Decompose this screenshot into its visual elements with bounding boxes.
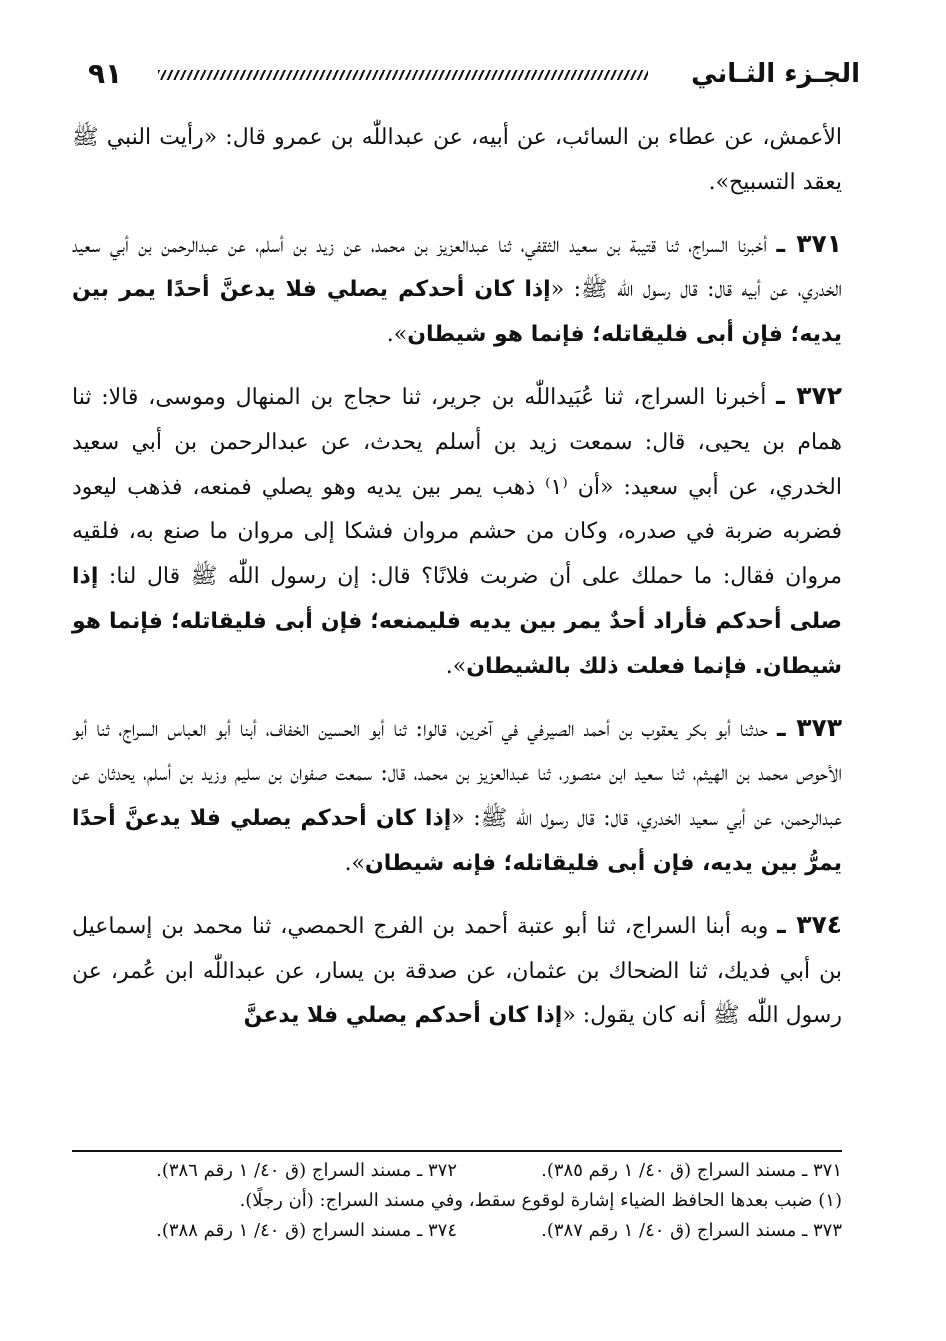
footnotes — [72, 1156, 842, 1246]
hadith-number: ٣٧٤ ـ — [777, 909, 842, 939]
hadith-matn: إذا صلى أحدكم فأراد أحدٌ يمر بين يديه فليمنعه؛ فإن أبى فليقاتله؛ فإنما هو شيطان. فإنما فعلت ذلك بالشيطان — [72, 564, 842, 679]
hadith-isnad: حدثنا أبو بكر يعقوب بن أحمد الصيرفي في آخرين، قالوا: ثنا أبو الحسين الخفاف، أبنا أبو العباس السراج، ثنا أبو الأحوص محمد بن الهيثم، ثنا سعيد ابن منصور، ثنا عبدالعزيز بن محمد، قال: سمعت صفوان بن سليم وزيد بن أسلم، يحدثان عن عبدالرحمن، عن أبي سعيد الخدري، قال: قال رسول اللّٰه ﷺ: « — [72, 716, 842, 832]
footnote-source-371: ٣٧١ ـ مسند السراج (ق ٤٠/ ١ رقم ٣٨٥). — [541, 1160, 842, 1181]
page-header — [70, 56, 860, 96]
main-text — [72, 116, 842, 1055]
hadith-number: ٣٧١ ـ — [776, 228, 843, 258]
paragraph-text: الأعمش، عن عطاء بن السائب، عن أبيه، عن عبداللّٰه بن عمرو قال: «رأيت النبي ﷺ يعقد التسبيح». — [72, 125, 842, 195]
hadith-matn: إذا كان أحدكم يصلي فلا يدعنَّ أحدًا يمرُّ بين يديه، فإن أبى فليقاتله؛ فإنه شيطان — [72, 806, 842, 876]
paragraph-continuation — [72, 116, 842, 206]
hadith-373 — [72, 706, 842, 887]
hadith-number: ٣٧٢ ـ — [776, 380, 842, 410]
footnote-divider — [72, 1150, 842, 1152]
hadith-closing: ». — [386, 322, 408, 348]
hadith-371 — [72, 222, 842, 358]
footnote-note-1: (١) ضبب بعدها الحافظ الضياء إشارة لوقوع سقط، وفي مسند السراج: (أن رجلًا). — [239, 1190, 842, 1211]
hadith-372 — [72, 374, 842, 690]
footnote-row — [72, 1156, 842, 1186]
hadith-isnad: أخبرنا السراج، ثنا قتيبة بن سعيد الثقفي، ثنا عبدالعزيز بن محمد، عن زيد بن أسلم، عن عبدالرحمن بن أبي سعيد الخدري، عن أبيه قال: قال رسول اللّٰه ﷺ: « — [72, 232, 843, 303]
hadith-matn: إذا كان أحدكم يصلي فلا يدعنَّ أحدًا يمر بين يديه؛ فإن أبى فليقاتله؛ فإنما هو شيطان — [72, 277, 842, 348]
header-ornamental-rule — [158, 70, 648, 80]
hadith-isnad: وبه أبنا السراج، ثنا أبو عتبة أحمد بن الفرج الحمصي، ثنا محمد بن إسماعيل بن أبي فديك، ثنا الضحاك بن عثمان، عن صدقة بن يسار، عن عبداللّٰه ابن عُمر، عن رسول اللّٰه ﷺ أنه كان يقول: « — [72, 913, 842, 1029]
running-head: الجـزء الثـاني — [691, 59, 860, 89]
footnote-row — [72, 1216, 842, 1246]
hadith-374 — [72, 903, 842, 1039]
page-number: ٩١ — [88, 57, 123, 90]
footnote-source-372: ٣٧٢ ـ مسند السراج (ق ٤٠/ ١ رقم ٣٨٦). — [156, 1160, 457, 1181]
hadith-matn: إذا كان أحدكم يصلي فلا يدعنَّ — [243, 1003, 563, 1029]
hadith-closing: ». — [344, 850, 366, 876]
hadith-closing: ». — [445, 653, 467, 679]
hadith-number: ٣٧٣ ـ — [777, 712, 842, 742]
footnote-source-373: ٣٧٣ ـ مسند السراج (ق ٤٠/ ١ رقم ٣٨٧). — [541, 1220, 842, 1241]
footnote-source-374: ٣٧٤ ـ مسند السراج (ق ٤٠/ ١ رقم ٣٨٨). — [156, 1220, 457, 1241]
hadith-isnad: أخبرنا السراج، ثنا عُبَيداللّٰه بن جرير، ثنا حجاج بن المنهال وموسى، قالا: ثنا همام بن يحيى، قال: سمعت زيد بن أسلم يحدث، عن عبدالرحمن بن أبي سعيد الخدري، عن أبي سعيد: «أن ⁽١⁾ ذهب يمر بين يديه وهو يصلي فمنعه، فذهب ليعود فضربه ضربة في صدره، وكان من حشم مروان فشكا إلى مروان ما صنع به، فلقيه مروان فقال: ما حملك على أن ضربت فلانًا؟ قال: إن رسول اللّٰه ﷺ قال لنا: — [72, 384, 842, 590]
